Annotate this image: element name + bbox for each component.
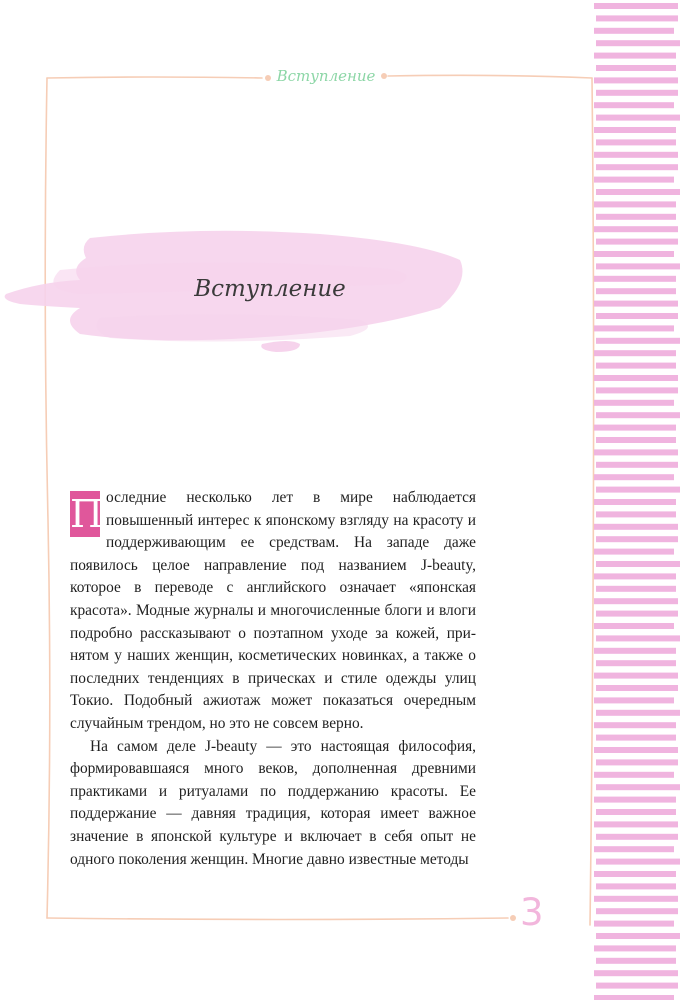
stripe bbox=[594, 772, 674, 778]
stripe bbox=[596, 313, 678, 319]
stripe bbox=[594, 177, 674, 183]
stripe bbox=[596, 239, 678, 245]
stripe bbox=[594, 201, 676, 207]
stripe bbox=[594, 945, 676, 951]
stripe bbox=[594, 921, 674, 927]
stripe bbox=[594, 821, 678, 827]
stripe bbox=[594, 400, 674, 406]
stripe bbox=[594, 846, 674, 852]
stripe bbox=[596, 958, 676, 964]
stripe bbox=[596, 933, 680, 939]
drop-cap: П bbox=[70, 492, 104, 536]
stripe bbox=[594, 226, 678, 232]
paragraph-2: На самом деле J-beauty — это настоящая философия, формировавшаяся много веков, дополненная древними практиками и ритуалами по поддержанию красоты. Ее поддержание — давняя традиция, которая имеет важное значение в японской культуре и включает в себя опыт не одного поколения женщин. Многие давно известные методы bbox=[70, 737, 476, 868]
body-text bbox=[70, 487, 476, 871]
stripe bbox=[596, 784, 680, 790]
stripe bbox=[594, 449, 678, 455]
stripe bbox=[596, 15, 678, 21]
stripe bbox=[596, 214, 676, 220]
paragraph-1-text: оследние несколько лет в мире наблюдается повышенный интерес к японскому взгляду на красоту и поддерживающим ее средствам. На западе даже появилось целое направление под названием J-beauty, которое в переводе с английского означает «японская красота». Модные журналы и многочисленные блоги и влоги подробно рассказывают о поэтапном уходе за кожей, принятом у наших женщин, косметических новинках, а также о последних тенденциях в прическах и стиле одежды улиц Токио. Подобный ажиотаж может показаться очередным случайным трендом, но это не совсем верно. bbox=[70, 489, 476, 732]
paragraph-1 bbox=[70, 487, 476, 736]
stripe bbox=[594, 53, 676, 59]
stripe bbox=[596, 983, 678, 989]
stripe bbox=[596, 586, 676, 592]
stripe bbox=[596, 834, 678, 840]
stripe bbox=[596, 164, 678, 170]
frame-left-line bbox=[45, 78, 50, 918]
stripe bbox=[594, 995, 674, 1000]
stripe bbox=[596, 735, 676, 741]
stripe bbox=[596, 65, 676, 71]
stripe bbox=[596, 859, 680, 865]
stripe bbox=[596, 611, 678, 617]
stripe bbox=[594, 722, 676, 728]
stripe bbox=[596, 685, 678, 691]
stripe bbox=[596, 189, 680, 195]
stripe bbox=[594, 648, 676, 654]
frame-dot bbox=[510, 915, 516, 921]
stripe bbox=[594, 3, 678, 9]
frame-bottom-line bbox=[47, 918, 508, 920]
stripe bbox=[594, 598, 678, 604]
stripe bbox=[594, 152, 678, 158]
stripe bbox=[596, 511, 676, 517]
stripe bbox=[596, 883, 676, 889]
stripe bbox=[596, 338, 680, 344]
stripe bbox=[596, 908, 678, 914]
stripe bbox=[596, 561, 680, 567]
stripe bbox=[594, 524, 678, 530]
stripe bbox=[594, 499, 676, 505]
stripe bbox=[594, 375, 678, 381]
stripe bbox=[596, 90, 678, 96]
stripe bbox=[596, 263, 680, 269]
page-number: 3 bbox=[520, 891, 544, 934]
stripe bbox=[594, 425, 676, 431]
stripe bbox=[594, 325, 674, 331]
stripe bbox=[594, 697, 674, 703]
stripe bbox=[596, 115, 680, 121]
stripe bbox=[596, 635, 680, 641]
stripe bbox=[594, 102, 674, 108]
frame-top-right-line bbox=[388, 75, 592, 78]
stripe bbox=[594, 673, 678, 679]
stripe bbox=[594, 970, 678, 976]
stripe bbox=[594, 549, 674, 555]
stripe bbox=[596, 536, 678, 542]
stripe bbox=[594, 28, 674, 34]
stripe bbox=[594, 301, 678, 307]
stripe bbox=[594, 871, 676, 877]
stripe bbox=[596, 710, 680, 716]
stripe bbox=[594, 127, 676, 133]
stripe bbox=[594, 896, 678, 902]
decorative-stripes bbox=[592, 0, 681, 1000]
stripe bbox=[596, 809, 676, 815]
stripe bbox=[594, 623, 674, 629]
stripe bbox=[594, 77, 678, 83]
stripe bbox=[594, 747, 678, 753]
stripe bbox=[596, 412, 680, 418]
stripe bbox=[594, 474, 674, 480]
stripe bbox=[596, 387, 678, 393]
stripe bbox=[596, 759, 678, 765]
stripe bbox=[594, 350, 676, 356]
stripe bbox=[596, 437, 676, 443]
stripe bbox=[596, 462, 678, 468]
stripe bbox=[594, 573, 676, 579]
stripe bbox=[594, 797, 676, 803]
stripe bbox=[594, 276, 676, 282]
stripe bbox=[594, 251, 674, 257]
stripe bbox=[596, 363, 676, 369]
frame-top-left-line bbox=[47, 77, 262, 78]
running-header: Вступление bbox=[276, 67, 376, 85]
stripe bbox=[596, 288, 676, 294]
chapter-title: Вступление bbox=[194, 276, 346, 302]
stripe bbox=[596, 487, 680, 493]
stripe bbox=[596, 40, 680, 46]
stripe bbox=[596, 139, 676, 145]
stripe bbox=[596, 660, 676, 666]
